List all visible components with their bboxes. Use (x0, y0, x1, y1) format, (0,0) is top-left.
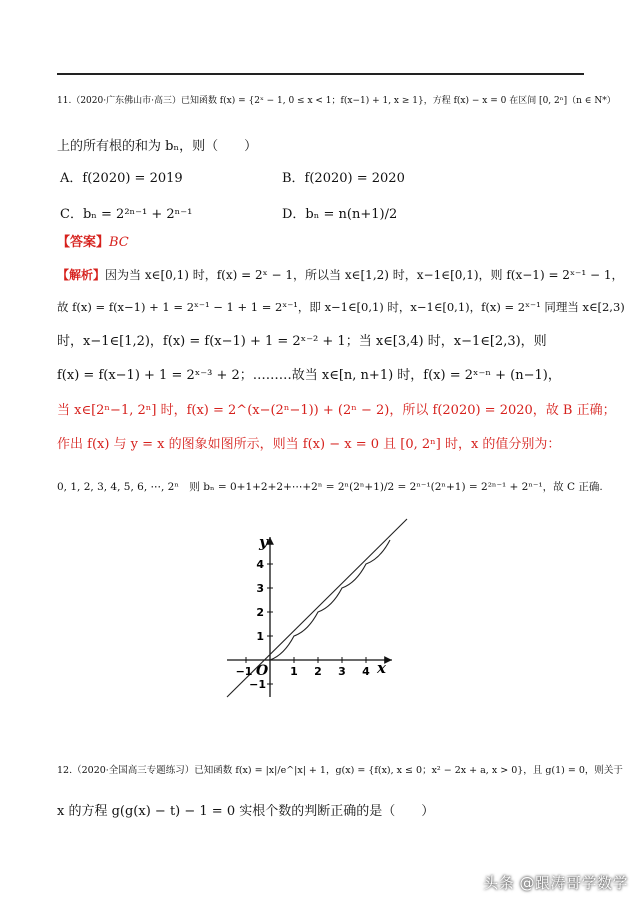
x-tick-label: 1 (290, 665, 298, 678)
solution-line2: 故 f(x) = f(x−1) + 1 = 2ˣ⁻¹ − 1 + 1 = 2ˣ⁻¹，即 x−1∈[0,1) 时，x−1∈[0,1)，f(x) = 2ˣ⁻¹ 同理当 x∈[2,3) (57, 300, 625, 314)
y-tick-label: 1 (256, 630, 264, 643)
solution-line1 (57, 266, 624, 284)
option-a: A．f(2020) = 2019 (60, 171, 183, 186)
answer-label: 【答案】 (57, 235, 110, 250)
answer-value: BC (109, 235, 129, 250)
q11-stem-line1: 11.（2020·广东佛山市·高三）已知函数 f(x) = {2ˣ − 1, 0 ≤ x < 1；f(x−1) + 1, x ≥ 1}，方程 f(x) − x = 0 在区间 [0, 2ⁿ]（n ∈ N*） (57, 96, 616, 106)
origin-label: O (256, 663, 269, 679)
solution-line5: 当 x∈[2ⁿ−1, 2ⁿ] 时，f(x) = 2^(x−(2ⁿ−1)) + (2ⁿ − 2)，所以 f(2020) = 2020，故 B 正确； (57, 403, 616, 418)
x-tick-label: 4 (362, 665, 370, 678)
option-d: D．bₙ = n(n+1)/2 (282, 207, 398, 222)
q12-stem-line1: 12.（2020·全国高三专题练习）已知函数 f(x) = |x|/e^|x| + 1，g(x) = {f(x), x ≤ 0；x² − 2x + a, x > 0}，且 g(1) = 0，则关于 (57, 765, 623, 776)
q11-stem-line2: 上的所有根的和为 bₙ，则（ ） (57, 139, 258, 154)
function-graph (222, 515, 422, 700)
option-c: C．bₙ = 2²ⁿ⁻¹ + 2ⁿ⁻¹ (60, 207, 193, 222)
option-b: B．f(2020) = 2020 (282, 171, 405, 186)
y-tick-label: −1 (249, 678, 266, 691)
q12-stem-line2: x 的方程 g(g(x) − t) − 1 = 0 实根个数的判断正确的是（ ） (57, 804, 435, 819)
x-tick-label: −1 (235, 665, 253, 678)
y-axis-label: y (259, 533, 268, 551)
solution-line7: 0, 1, 2, 3, 4, 5, 6, ⋯, 2ⁿ 则 bₙ = 0+1+2+2+⋯+2ⁿ = 2ⁿ(2ⁿ+1)/2 = 2ⁿ⁻¹(2ⁿ+1) = 2²ⁿ⁻¹ + 2ⁿ⁻¹，故 C 正确. (57, 481, 603, 493)
top-rule (57, 73, 584, 75)
x-tick-label: 3 (338, 665, 346, 678)
solution-line3: 时，x−1∈[1,2)，f(x) = f(x−1) + 1 = 2ˣ⁻² + 1；当 x∈[3,4) 时，x−1∈[2,3)，则 (57, 334, 547, 349)
curve-f-x (270, 540, 390, 660)
solution-line6: 作出 f(x) 与 y = x 的图象如图所示，则当 f(x) − x = 0 且 [0, 2ⁿ] 时，x 的值分别为： (57, 437, 561, 452)
x-tick-label: 2 (314, 665, 322, 678)
x-axis-label: x (377, 659, 386, 677)
solution-label: 【解析】 (57, 268, 106, 282)
answer-line (57, 234, 129, 252)
solution-text-1: 因为当 x∈[0,1) 时，f(x) = 2ˣ − 1，所以当 x∈[1,2) 时，x−1∈[0,1)，则 f(x−1) = 2ˣ⁻¹ − 1， (105, 268, 624, 282)
y-tick-label: 4 (256, 558, 264, 571)
watermark: 头条 @跟涛哥学数学 (483, 874, 628, 892)
y-tick-label: 2 (256, 606, 264, 619)
solution-line4: f(x) = f(x−1) + 1 = 2ˣ⁻³ + 2；………故当 x∈[n, n+1) 时，f(x) = 2ˣ⁻ⁿ + (n−1)， (57, 368, 561, 383)
y-tick-label: 3 (256, 582, 264, 595)
